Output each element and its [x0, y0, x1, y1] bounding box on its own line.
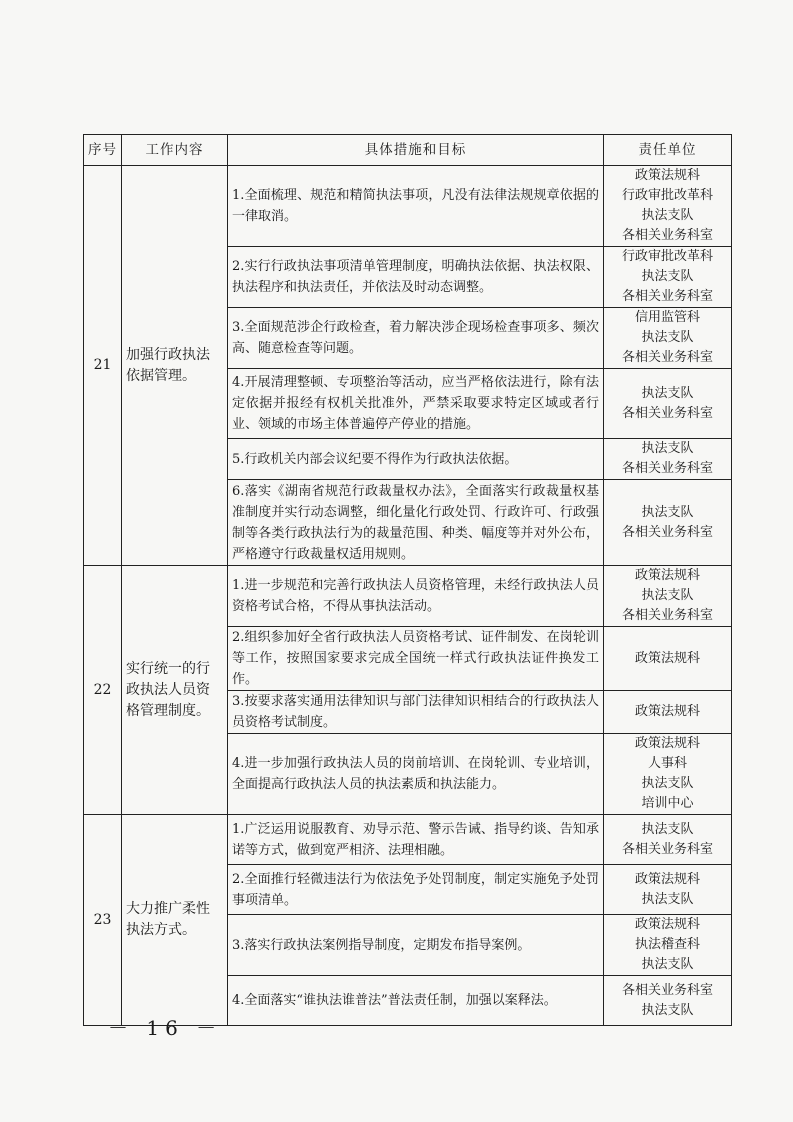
responsible-unit: 培训中心	[641, 796, 694, 811]
responsible-unit: 各相关业务科室	[621, 289, 713, 304]
responsible-unit: 执法支队	[641, 504, 694, 520]
responsible-unit: 执法稽查科	[634, 937, 700, 952]
measure-text: 2.组织参加好全省行政执法人员资格考试、证件制发、在岗轮训等工作，按照国家要求完成全国统一样式行政执法证件换发工作。	[228, 627, 604, 691]
table-row	[84, 166, 732, 247]
responsible-unit: 执法支队	[641, 330, 694, 345]
responsible-units	[604, 865, 732, 915]
responsible-unit: 政策法规科	[634, 871, 700, 887]
responsible-unit: 执法支队	[641, 891, 694, 907]
measure-text: 4.全面落实“谁执法谁普法”普法责任制，加强以案释法。	[228, 976, 604, 1026]
measure-text: 2.实行行政执法事项清单管理制度，明确执法依据、执法权限、执法程序和执法责任，并依法及时动态调整。	[228, 247, 604, 308]
responsible-units	[604, 627, 732, 691]
responsible-unit: 各相关业务科室	[621, 608, 713, 623]
responsible-unit: 执法支队	[641, 957, 694, 972]
responsible-units	[604, 815, 732, 865]
table-row	[84, 566, 732, 627]
responsible-units	[604, 691, 732, 734]
responsible-unit: 政策法规科	[634, 568, 700, 583]
measure-text: 3.按要求落实通用法律知识与部门法律知识相结合的行政执法人员资格考试制度。	[228, 691, 604, 734]
responsible-units	[604, 439, 732, 480]
responsible-unit: 各相关业务科室	[621, 841, 713, 857]
measure-text: 1.进一步规范和完善行政执法人员资格管理，未经行政执法人员资格考试合格，不得从事执法活动。	[228, 566, 604, 627]
measure-text: 5.行政机关内部会议纪要不得作为行政执法依据。	[228, 439, 604, 480]
responsible-units	[604, 166, 732, 247]
responsible-units	[604, 734, 732, 815]
responsible-unit: 各相关业务科室	[621, 350, 713, 365]
measure-text: 4.开展清理整顿、专项整治等活动，应当严格依法进行，除有法定依据并报经有权机关批准外，严禁采取要求特定区域或者行业、领域的市场主体普遍停产停业的措施。	[228, 369, 604, 439]
measure-text: 6.落实《湖南省规范行政裁量权办法》，全面落实行政裁量权基准制度并实行动态调整，细化量化行政处罚、行政许可、行政强制等各类行政执法行为的裁量范围、种类、幅度等并对外公布，严格遵守行政裁量权适用规则。	[228, 480, 604, 566]
responsible-unit: 执法支队	[641, 821, 694, 837]
responsible-unit: 政策法规科	[634, 917, 700, 932]
row-number: 22	[84, 566, 122, 815]
responsible-units	[604, 369, 732, 439]
responsible-unit: 行政审批改革科	[621, 188, 713, 203]
measure-text: 2.全面推行轻微违法行为依法免予处罚制度，制定实施免予处罚事项清单。	[228, 865, 604, 915]
responsible-unit: 人事科	[647, 756, 687, 771]
responsible-units	[604, 976, 732, 1026]
responsible-unit: 执法支队	[641, 441, 694, 456]
work-content: 加强行政执法依据管理。	[122, 166, 228, 566]
measures-table	[83, 134, 732, 1026]
table-body	[84, 166, 732, 1026]
responsible-unit: 各相关业务科室	[621, 228, 713, 243]
responsible-unit: 执法支队	[641, 208, 694, 223]
responsible-unit: 执法支队	[641, 385, 694, 401]
responsible-units	[604, 566, 732, 627]
table-row	[84, 815, 732, 865]
responsible-unit: 执法支队	[641, 776, 694, 791]
responsible-unit: 各相关业务科室	[621, 524, 713, 540]
work-content: 实行统一的行政执法人员资格管理制度。	[122, 566, 228, 815]
responsible-unit: 各相关业务科室	[621, 461, 713, 476]
responsible-unit: 政策法规科	[634, 650, 700, 666]
responsible-unit: 信用监管科	[634, 310, 700, 325]
responsible-unit: 各相关业务科室	[621, 405, 713, 421]
responsible-unit: 政策法规科	[634, 704, 700, 719]
header-measures: 具体措施和目标	[228, 135, 604, 166]
responsible-units	[604, 308, 732, 369]
header-unit: 责任单位	[604, 135, 732, 166]
responsible-units	[604, 247, 732, 308]
measure-text: 3.全面规范涉企行政检查，着力解决涉企现场检查事项多、频次高、随意检查等问题。	[228, 308, 604, 369]
responsible-units	[604, 480, 732, 566]
measure-text: 3.落实行政执法案例指导制度，定期发布指导案例。	[228, 915, 604, 976]
measure-text: 4.进一步加强行政执法人员的岗前培训、在岗轮训、专业培训，全面提高行政执法人员的执法素质和执法能力。	[228, 734, 604, 815]
responsible-unit: 执法支队	[641, 1002, 694, 1018]
row-number: 21	[84, 166, 122, 566]
work-content: 大力推广柔性执法方式。	[122, 815, 228, 1026]
responsible-unit: 行政审批改革科	[621, 249, 713, 264]
responsible-units	[604, 915, 732, 976]
responsible-unit: 各相关业务科室	[621, 982, 713, 998]
responsible-unit: 执法支队	[641, 269, 694, 284]
page-number: － 16 －	[108, 1016, 223, 1040]
measure-text: 1.全面梳理、规范和精简执法事项，凡没有法律法规规章依据的一律取消。	[228, 166, 604, 247]
responsible-unit: 执法支队	[641, 588, 694, 603]
responsible-unit: 政策法规科	[634, 168, 700, 183]
measure-text: 1.广泛运用说服教育、劝导示范、警示告诫、指导约谈、告知承诺等方式，做到宽严相济、法理相融。	[228, 815, 604, 865]
table-header-row	[84, 135, 732, 166]
header-no: 序号	[84, 135, 122, 166]
responsible-unit: 政策法规科	[634, 736, 700, 751]
header-content: 工作内容	[122, 135, 228, 166]
row-number: 23	[84, 815, 122, 1026]
